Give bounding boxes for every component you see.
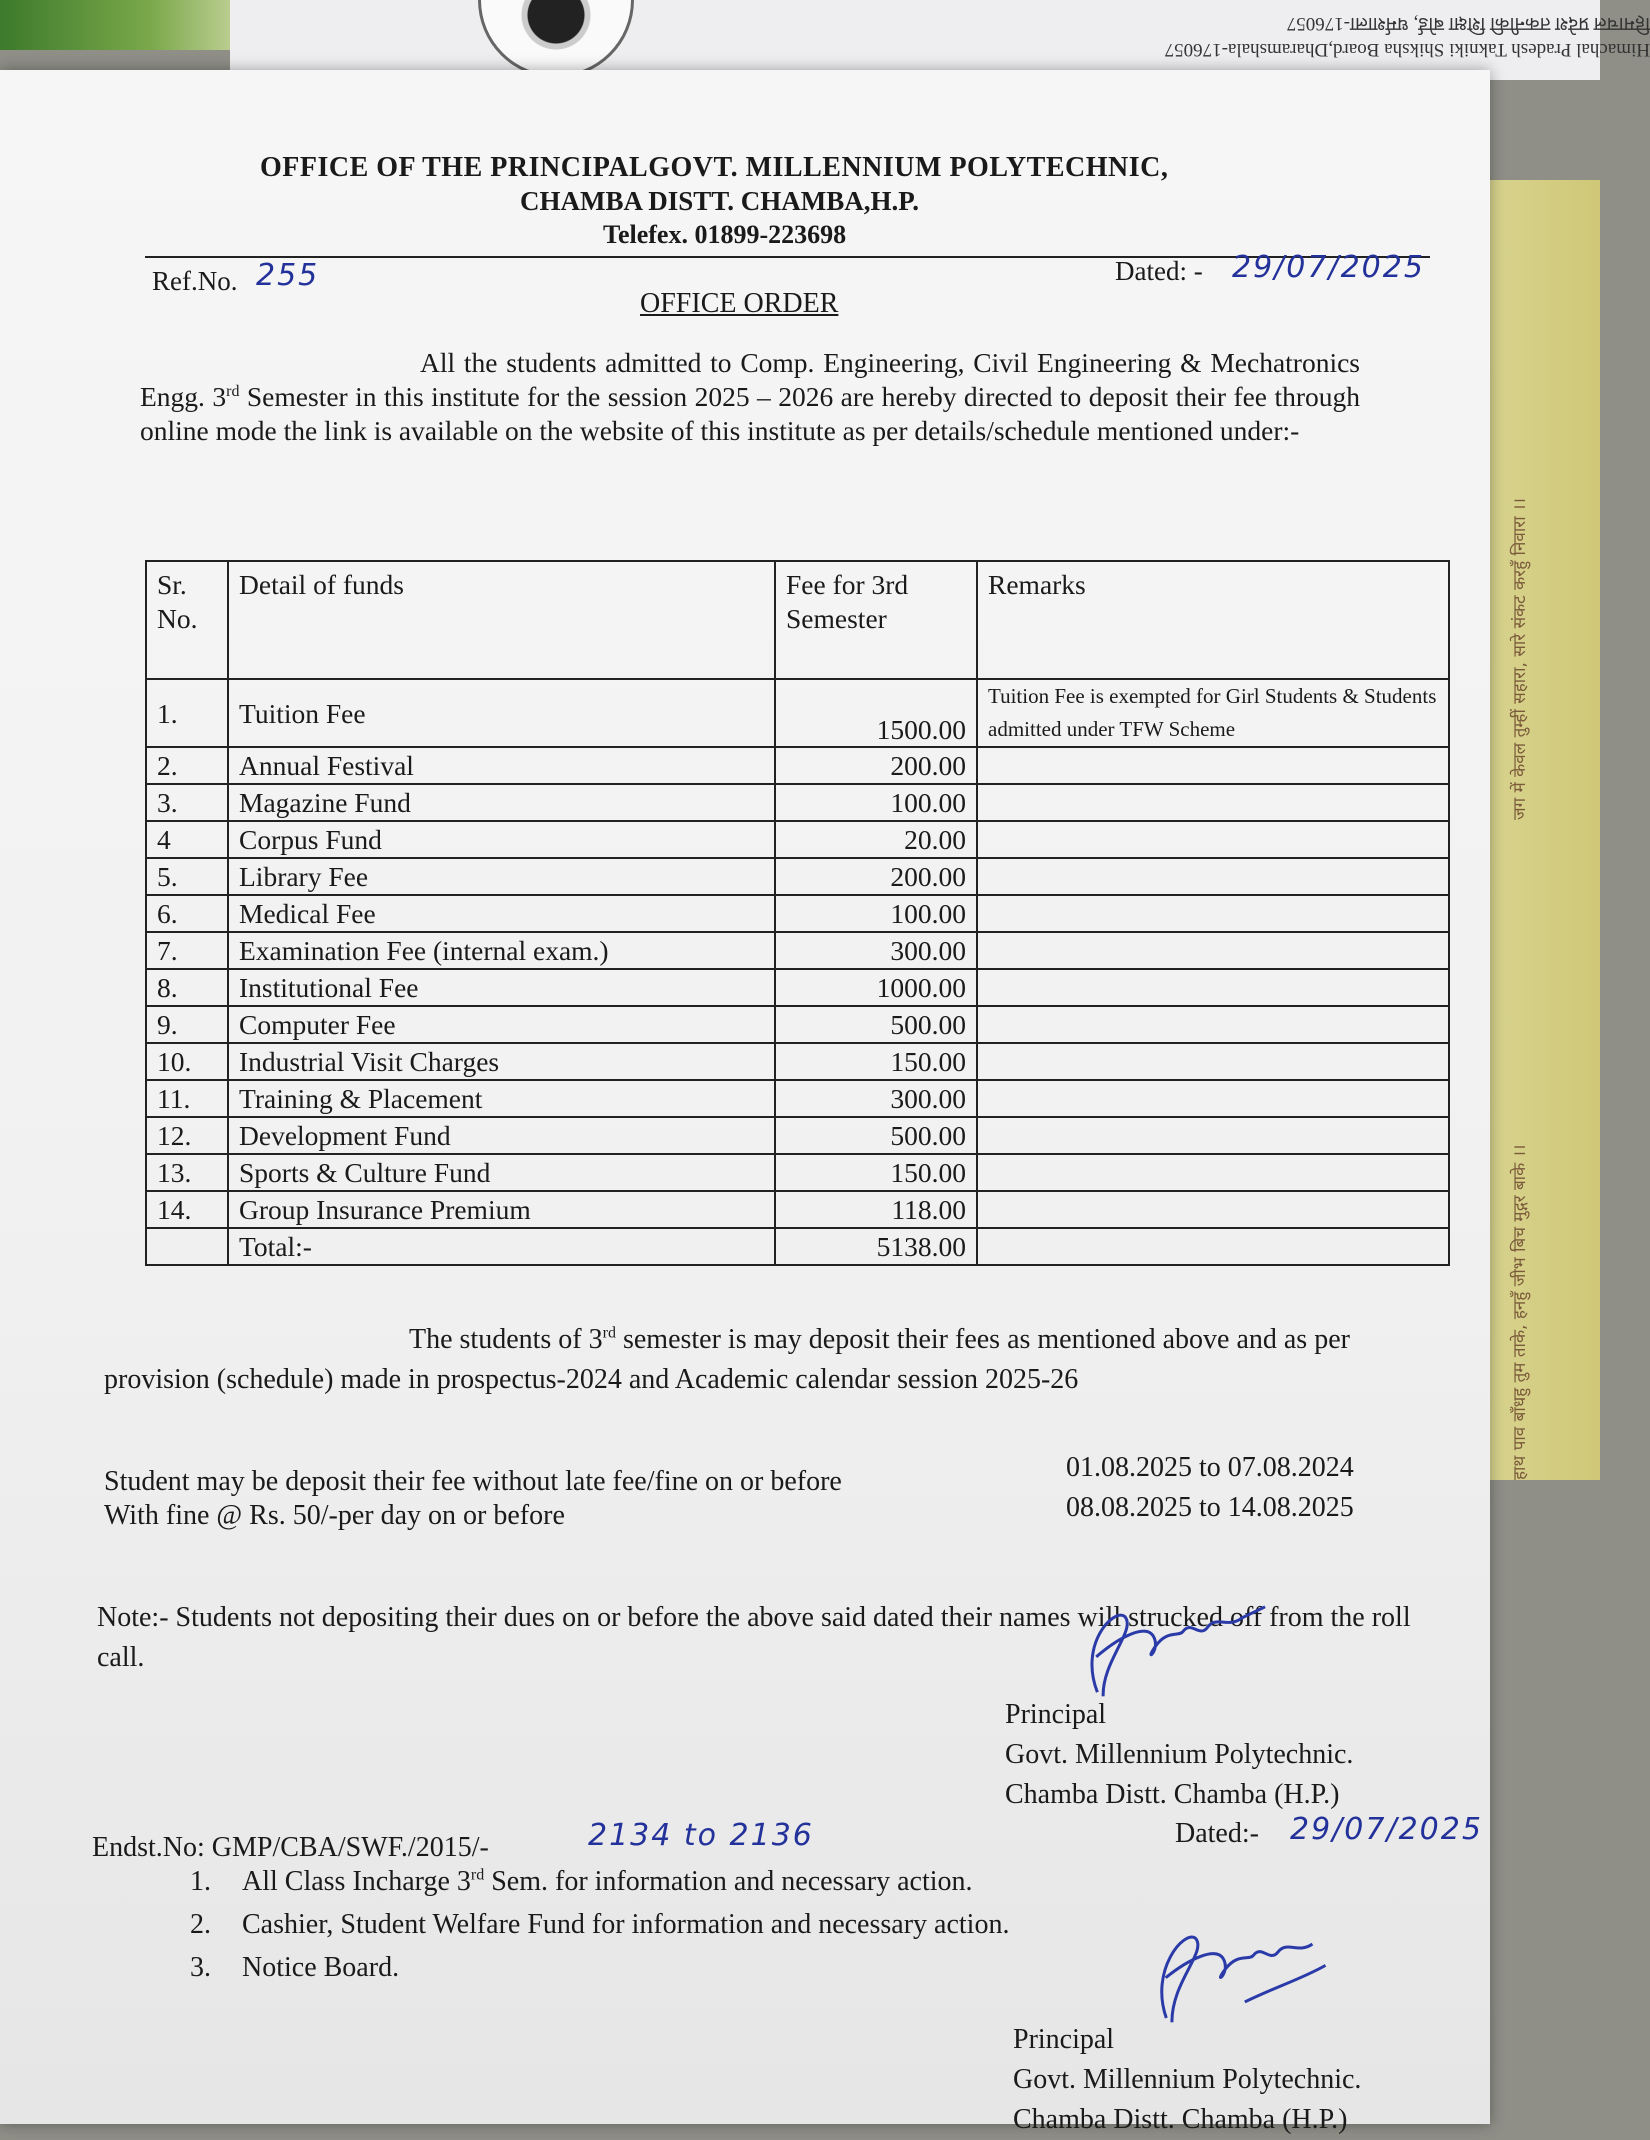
remarks-cell xyxy=(977,895,1449,932)
fee-cell: 118.00 xyxy=(775,1191,977,1228)
intro-paragraph: All the students admitted to Comp. Engineering, Civil Engineering & Mechatronics Engg. 3rd Semester in this institute for the session 2025 – 2026 are hereby directed to deposit their fee through online mode the link is available on the website of this institute as per details/schedule mentioned under:- xyxy=(140,346,1360,446)
remarks-cell xyxy=(977,1080,1449,1117)
remarks-cell xyxy=(977,1043,1449,1080)
sr-cell: 13. xyxy=(146,1154,228,1191)
detail-cell: Institutional Fee xyxy=(228,969,775,1006)
remarks-cell xyxy=(977,932,1449,969)
fee-cell: 300.00 xyxy=(775,932,977,969)
table-row xyxy=(146,858,1449,895)
remarks-cell xyxy=(977,1117,1449,1154)
fee-cell: 200.00 xyxy=(775,747,977,784)
institute-name: Govt. Millennium Polytechnic. xyxy=(1013,2064,1362,2095)
table-row xyxy=(146,1043,1449,1080)
back-sheet-text: Himachal Pradesh Takniki Shiksha Board,Dharamshala-176057 हिमाचल प्रदेश तकनीकी शिक्षा बोर्ड, धर्मशाला-176057 xyxy=(1164,13,1650,60)
sr-cell: 7. xyxy=(146,932,228,969)
fee-cell: 1500.00 xyxy=(775,679,977,747)
without-fine-label: Student may be deposit their fee without late fee/fine on or before xyxy=(104,1466,842,1497)
note-paragraph: Note:- Students not depositing their dues on or before the above said dated their names will strucked off from the roll call. xyxy=(97,1602,1411,1673)
fee-cell: 1000.00 xyxy=(775,969,977,1006)
sr-cell: 12. xyxy=(146,1117,228,1154)
fee-rows xyxy=(146,679,1449,1228)
sr-cell: 10. xyxy=(146,1043,228,1080)
sr-cell: 11. xyxy=(146,1080,228,1117)
strip-text-1: जग में केवल तुम्हीं सहारा, सारे संकट करहुँ निवारा ।। xyxy=(1510,498,1530,820)
col-header-remarks: Remarks xyxy=(977,561,1449,679)
detail-cell: Group Insurance Premium xyxy=(228,1191,775,1228)
dated-handwritten: 29/07/2025 xyxy=(1232,250,1425,285)
header-telefax: Telefex. 01899-223698 xyxy=(603,220,847,249)
table-row xyxy=(146,1154,1449,1191)
table-row xyxy=(146,969,1449,1006)
endorsement-dated-handwritten: 29/07/2025 xyxy=(1290,1812,1483,1847)
table-row xyxy=(146,821,1449,858)
distribution-list xyxy=(190,1860,1009,1989)
total-label: Total:- xyxy=(228,1228,775,1265)
signature-block-1 xyxy=(1005,1695,1353,1815)
remarks-cell xyxy=(977,1191,1449,1228)
table-row xyxy=(146,747,1449,784)
table-row xyxy=(146,1117,1449,1154)
strip-text-2: हाथ पाव बाँधहु तुम ताके, हनहुँ जीभ बिच मुद्गर बाके ।। xyxy=(1510,1144,1530,1480)
fee-cell: 100.00 xyxy=(775,895,977,932)
total-remarks-cell xyxy=(977,1228,1449,1265)
table-row xyxy=(146,1080,1449,1117)
list-item: 1. All Class Incharge 3rd Sem. for information and necessary action. xyxy=(190,1866,973,1897)
dated-label: Dated: - xyxy=(1115,256,1203,286)
with-fine-label: With fine @ Rs. 50/-per day on or before xyxy=(104,1500,565,1531)
sr-cell: 1. xyxy=(146,679,228,747)
table-row xyxy=(146,679,1449,747)
total-value: 5138.00 xyxy=(775,1228,977,1265)
fee-table xyxy=(145,560,1450,1266)
institute-location: Chamba Distt. Chamba (H.P.) xyxy=(1005,1779,1340,1810)
list-item: 2. Cashier, Student Welfare Fund for information and necessary action. xyxy=(190,1909,1010,1940)
fee-cell: 500.00 xyxy=(775,1117,977,1154)
detail-cell: Annual Festival xyxy=(228,747,775,784)
detail-cell: Magazine Fund xyxy=(228,784,775,821)
sr-cell: 8. xyxy=(146,969,228,1006)
remarks-cell: Tuition Fee is exempted for Girl Students & Students admitted under TFW Scheme xyxy=(977,679,1449,747)
table-header-row xyxy=(146,561,1449,679)
detail-cell: Training & Placement xyxy=(228,1080,775,1117)
remarks-cell xyxy=(977,747,1449,784)
fee-cell: 500.00 xyxy=(775,1006,977,1043)
remarks-cell xyxy=(977,1154,1449,1191)
table-row xyxy=(146,1006,1449,1043)
office-order-title: OFFICE ORDER xyxy=(640,288,839,319)
table-row xyxy=(146,1191,1449,1228)
col-header-sr: Sr. No. xyxy=(146,561,228,679)
total-row xyxy=(146,1228,1449,1265)
header-line-2: CHAMBA DISTT. CHAMBA,H.P. xyxy=(520,186,920,216)
total-sr-cell xyxy=(146,1228,228,1265)
sr-cell: 6. xyxy=(146,895,228,932)
remarks-cell xyxy=(977,1006,1449,1043)
header-line-1: OFFICE OF THE PRINCIPALGOVT. MILLENNIUM POLYTECHNIC, xyxy=(260,152,1169,183)
detail-cell: Sports & Culture Fund xyxy=(228,1154,775,1191)
remarks-cell xyxy=(977,969,1449,1006)
institute-location: Chamba Distt. Chamba (H.P.) xyxy=(1013,2104,1348,2135)
sr-cell: 14. xyxy=(146,1191,228,1228)
background-plant xyxy=(0,0,250,50)
sr-cell: 4 xyxy=(146,821,228,858)
col-header-fee: Fee for 3rd Semester xyxy=(775,561,977,679)
detail-cell: Library Fee xyxy=(228,858,775,895)
remarks-cell xyxy=(977,784,1449,821)
sr-cell: 5. xyxy=(146,858,228,895)
detail-cell: Industrial Visit Charges xyxy=(228,1043,775,1080)
calendar-strip xyxy=(1490,180,1600,1480)
without-fine-dates: 01.08.2025 to 07.08.2024 xyxy=(1066,1452,1354,1483)
sr-cell: 3. xyxy=(146,784,228,821)
fee-cell: 20.00 xyxy=(775,821,977,858)
endorsement-number-handwritten: 2134 to 2136 xyxy=(588,1818,814,1853)
institute-name: Govt. Millennium Polytechnic. xyxy=(1005,1739,1354,1770)
principal-title: Principal xyxy=(1013,2024,1115,2055)
endorsement-dated-label: Dated:- xyxy=(1175,1818,1259,1849)
ref-number-handwritten: 255 xyxy=(256,258,320,293)
fee-cell: 200.00 xyxy=(775,858,977,895)
remarks-cell xyxy=(977,858,1449,895)
table-row xyxy=(146,932,1449,969)
table-row xyxy=(146,784,1449,821)
detail-cell: Development Fund xyxy=(228,1117,775,1154)
fee-cell: 150.00 xyxy=(775,1043,977,1080)
fee-cell: 150.00 xyxy=(775,1154,977,1191)
remarks-cell xyxy=(977,821,1449,858)
students-paragraph: The students of 3rd semester is may deposit their fees as mentioned above and as per provision (schedule) made in prospectus-2024 and Academic calendar session 2025-26 xyxy=(104,1324,1350,1395)
endorsement-label: Endst.No: GMP/CBA/SWF./2015/- xyxy=(92,1832,489,1863)
table-row xyxy=(146,895,1449,932)
list-item: 3. Notice Board. xyxy=(190,1952,400,1983)
ref-label: Ref.No. xyxy=(152,266,238,296)
principal-title: Principal xyxy=(1005,1699,1107,1730)
col-header-detail: Detail of funds xyxy=(228,561,775,679)
detail-cell: Medical Fee xyxy=(228,895,775,932)
detail-cell: Examination Fee (internal exam.) xyxy=(228,932,775,969)
fee-cell: 100.00 xyxy=(775,784,977,821)
detail-cell: Tuition Fee xyxy=(228,679,775,747)
detail-cell: Corpus Fund xyxy=(228,821,775,858)
back-sheet xyxy=(230,0,1650,80)
with-fine-dates: 08.08.2025 to 14.08.2025 xyxy=(1066,1492,1354,1523)
office-order-document xyxy=(0,70,1490,2135)
sr-cell: 2. xyxy=(146,747,228,784)
signature-block-2 xyxy=(1013,2020,1361,2140)
detail-cell: Computer Fee xyxy=(228,1006,775,1043)
fee-cell: 300.00 xyxy=(775,1080,977,1117)
sr-cell: 9. xyxy=(146,1006,228,1043)
